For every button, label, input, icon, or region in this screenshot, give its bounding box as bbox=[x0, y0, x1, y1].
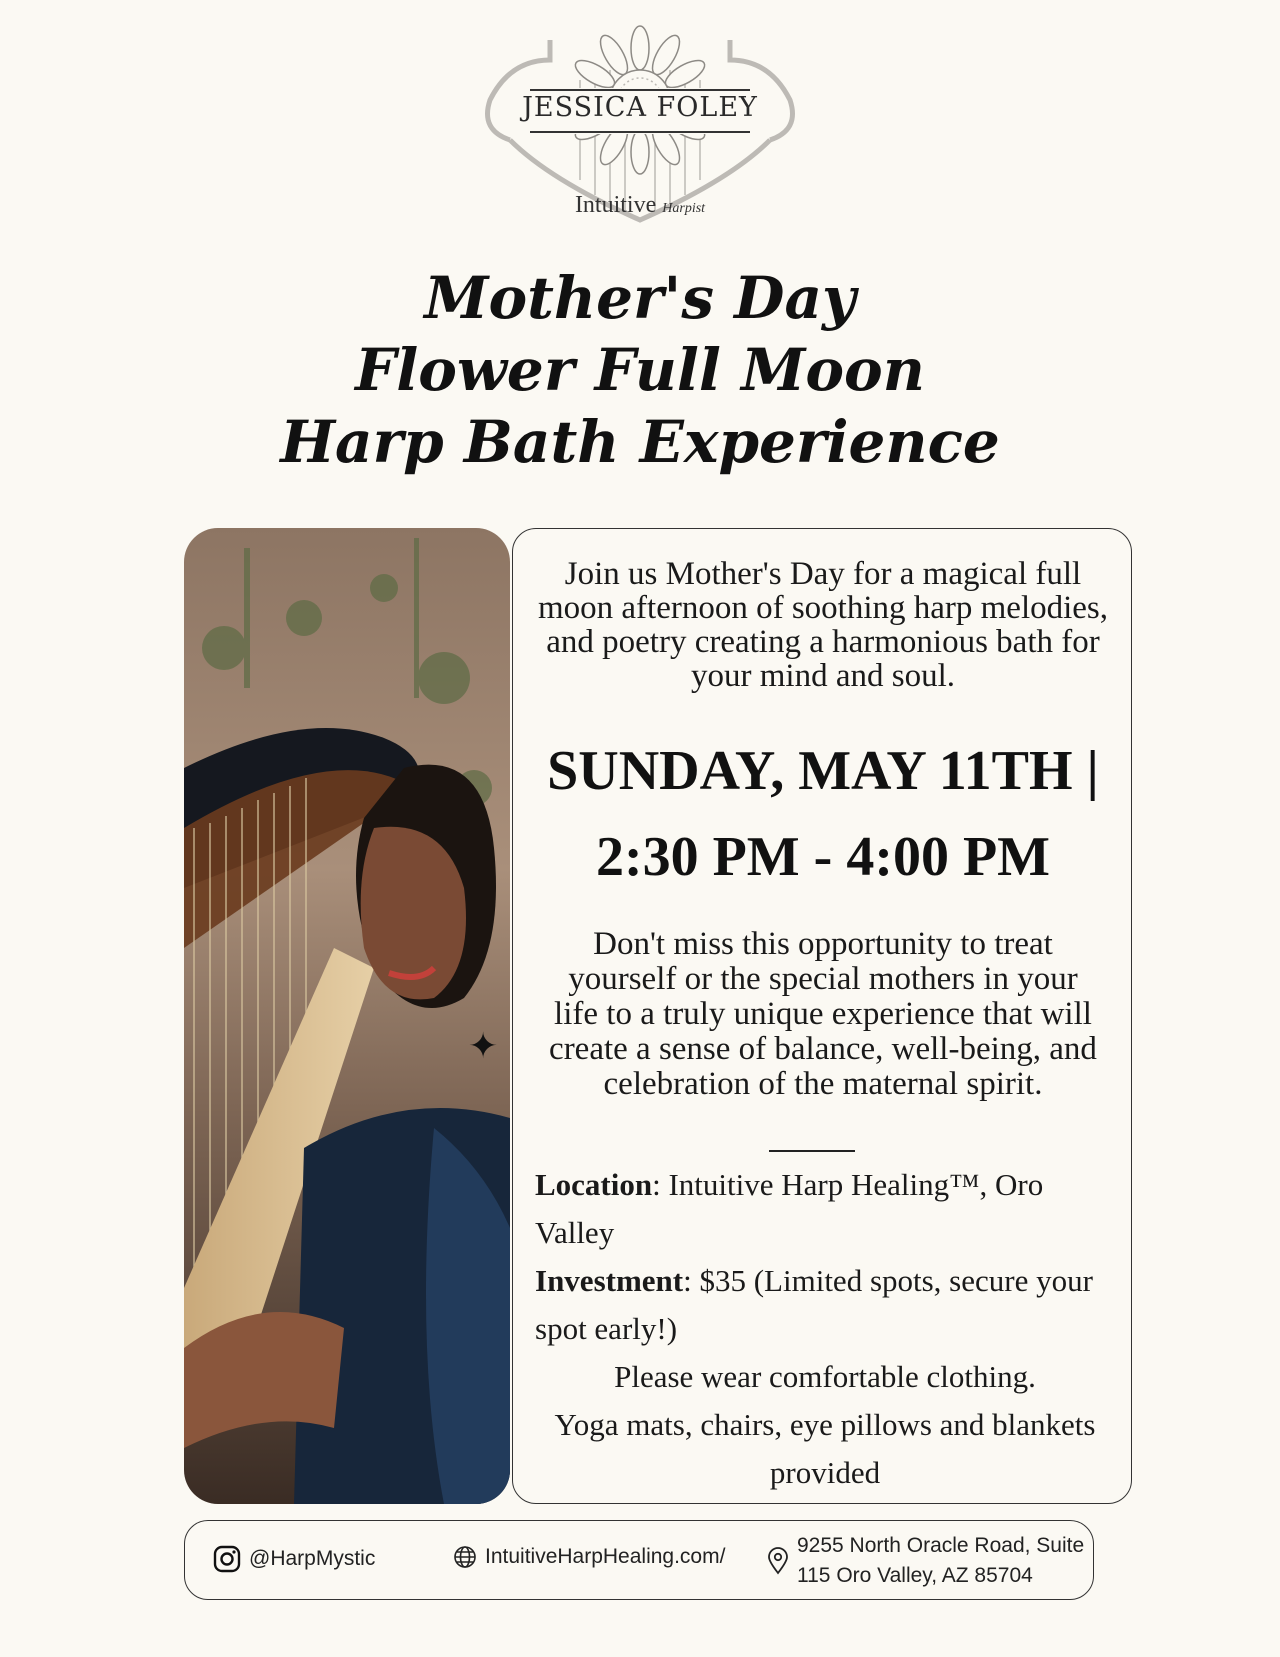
logo-subtitle bbox=[470, 192, 810, 219]
website-link[interactable] bbox=[453, 1545, 725, 1569]
title-line-3: Harp Bath Experience bbox=[280, 408, 1000, 476]
event-time: 2:30 PM - 4:00 PM bbox=[595, 826, 1051, 888]
instagram-link[interactable] bbox=[213, 1545, 375, 1573]
location-line bbox=[535, 1161, 1115, 1257]
logo-name: JESSICA FOLEY bbox=[522, 92, 758, 123]
address-line-1: 9255 North Oracle Road, Suite bbox=[797, 1534, 1085, 1557]
investment-line bbox=[535, 1257, 1115, 1353]
address-line-2: 115 Oro Valley, AZ 85704 bbox=[797, 1564, 1033, 1587]
event-date: SUNDAY, MAY 11TH | bbox=[547, 740, 1099, 802]
clothing-note: Please wear comfortable clothing. bbox=[614, 1359, 1036, 1394]
title-line-1: Mother's Day bbox=[424, 264, 856, 332]
contact-footer bbox=[184, 1520, 1094, 1600]
website-url[interactable]: IntuitiveHarpHealing.com/ bbox=[485, 1545, 726, 1568]
location-label: Location bbox=[535, 1167, 653, 1202]
investment-value: : $35 (Limited spots, secure your spot early!) bbox=[535, 1263, 1093, 1346]
details-list bbox=[535, 1161, 1115, 1497]
provided-note: Yoga mats, chairs, eye pillows and blankets provided bbox=[554, 1407, 1096, 1490]
intro-text: Join us Mother's Day for a magical full moon afternoon of soothing harp melodies, and poetry creating a harmonious bath for your mind and soul. bbox=[537, 556, 1109, 694]
sparkle-icon: ✦ bbox=[468, 1026, 499, 1066]
instagram-handle[interactable]: @HarpMystic bbox=[249, 1547, 376, 1570]
event-title bbox=[0, 262, 1280, 478]
divider bbox=[769, 1150, 855, 1152]
pitch-text: Don't miss this opportunity to treat yourself or the special mothers in your life to a truly unique experience that will create a sense of balance, well-being, and celebration of the maternal spirit. bbox=[549, 926, 1097, 1102]
event-details-card bbox=[512, 528, 1132, 1504]
globe-icon bbox=[453, 1545, 477, 1569]
address bbox=[767, 1531, 1084, 1591]
instagram-icon bbox=[213, 1545, 241, 1573]
logo-subtitle-script: Harpist bbox=[662, 201, 706, 216]
title-line-2: Flower Full Moon bbox=[355, 336, 925, 404]
logo-subtitle-main: Intuitive bbox=[574, 192, 657, 218]
location-value: : Intuitive Harp Healing™, Oro Valley bbox=[535, 1167, 1044, 1250]
harpist-photo bbox=[184, 528, 510, 1504]
map-pin-icon bbox=[767, 1547, 789, 1575]
investment-label: Investment bbox=[535, 1263, 684, 1298]
logo bbox=[470, 20, 810, 240]
